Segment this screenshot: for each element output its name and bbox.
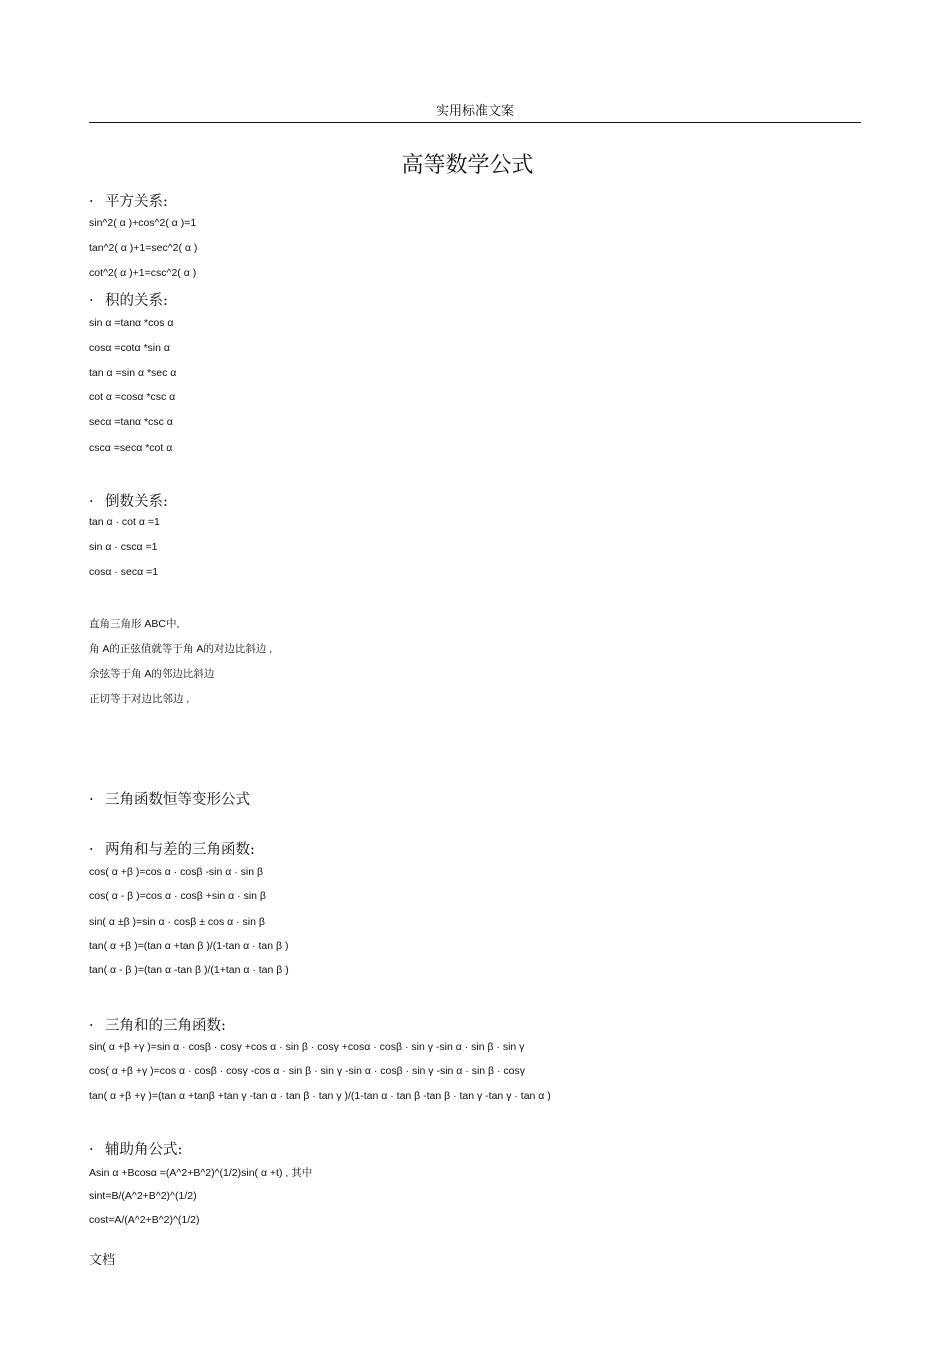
section-heading-text: 三角函数恒等变形公式 (105, 792, 250, 808)
formula-line: secα =tanα *csc α (89, 416, 173, 428)
section-heading-product-relations (89, 289, 168, 310)
formula-line: tan( α - β )=(tan α -tan β )/(1+tan α · tan β ) (89, 964, 289, 976)
formula-line: sin α · cscα =1 (89, 541, 158, 553)
section-heading-text: 积的关系: (105, 293, 168, 309)
formula-line: cosα =cotα *sin α (89, 342, 170, 354)
formula-line: cosα · secα =1 (89, 566, 159, 578)
bullet: · (89, 194, 94, 210)
bullet: · (89, 1018, 94, 1034)
bullet: · (89, 1142, 94, 1158)
section-heading-text: 平方关系: (105, 194, 168, 210)
section-heading-text: 辅助角公式: (105, 1142, 183, 1158)
section-heading-text: 三角和的三角函数: (105, 1018, 226, 1034)
note-line: 直角三角形 ABC中, (89, 618, 180, 630)
section-heading-auxiliary-angle (89, 1138, 182, 1159)
formula-line: sint=B/(A^2+B^2)^(1/2) (89, 1190, 197, 1202)
section-heading-text: 倒数关系: (105, 494, 168, 510)
document-title: 高等数学公式 (401, 153, 534, 178)
section-heading-text: 两角和与差的三角函数: (105, 842, 255, 858)
bullet: · (89, 842, 94, 858)
formula-line: sin^2( α )+cos^2( α )=1 (89, 217, 197, 229)
bullet: · (89, 494, 94, 510)
bullet: · (89, 792, 94, 808)
formula-line: sin α =tanα *cos α (89, 317, 174, 329)
section-heading-reciprocal-relations (89, 490, 168, 511)
formula-line: sin( α +β +γ )=sin α · cosβ · cosγ +cos α · sin β · cosγ +cosα · cosβ · sin γ -sin α · sin β · sin γ (89, 1041, 525, 1053)
section-heading-square-relations (89, 190, 168, 211)
page-footer: 文档 (89, 1253, 116, 1268)
note-line: 正切等于对边比邻边 , (89, 693, 190, 705)
formula-line: cot α =cosα *csc α (89, 391, 176, 403)
section-heading-identities (89, 788, 250, 809)
bullet: · (89, 293, 94, 309)
page-header: 实用标准文案 (435, 104, 514, 119)
formula-line: cscα =secα *cot α (89, 442, 173, 454)
header-rule (89, 122, 861, 123)
formula-line: Asin α +Bcosα =(A^2+B^2)^(1/2)sin( α +t) , 其中 (89, 1167, 313, 1179)
section-heading-triple-sum (89, 1014, 226, 1035)
note-line: 角 A的正弦值就等于角 A的对边比斜边 , (89, 643, 273, 655)
formula-line: tan( α +β )=(tan α +tan β )/(1-tan α · tan β ) (89, 940, 289, 952)
formula-line: tan( α +β +γ )=(tan α +tanβ +tan γ -tan α · tan β · tan γ )/(1-tan α · tan β -tan β · tan γ -tan γ · tan α ) (89, 1090, 551, 1102)
note-line: 余弦等于角 A的邻边比斜边 (89, 668, 215, 680)
section-heading-sum-difference (89, 838, 255, 859)
formula-line: tan α · cot α =1 (89, 516, 160, 528)
formula-line: tan^2( α )+1=sec^2( α ) (89, 242, 198, 254)
formula-line: cos( α +β +γ )=cos α · cosβ · cosγ -cos α · sin β · sin γ -sin α · cosβ · sin γ -sin α · sin β · cosγ (89, 1065, 525, 1077)
formula-line: cos( α - β )=cos α · cosβ +sin α · sin β (89, 890, 266, 902)
formula-line: cost=A/(A^2+B^2)^(1/2) (89, 1214, 200, 1226)
formula-line: cos( α +β )=cos α · cosβ -sin α · sin β (89, 866, 264, 878)
formula-line: cot^2( α )+1=csc^2( α ) (89, 267, 197, 279)
formula-line: tan α =sin α *sec α (89, 367, 177, 379)
formula-line: sin( α ±β )=sin α · cosβ ± cos α · sin β (89, 916, 265, 928)
